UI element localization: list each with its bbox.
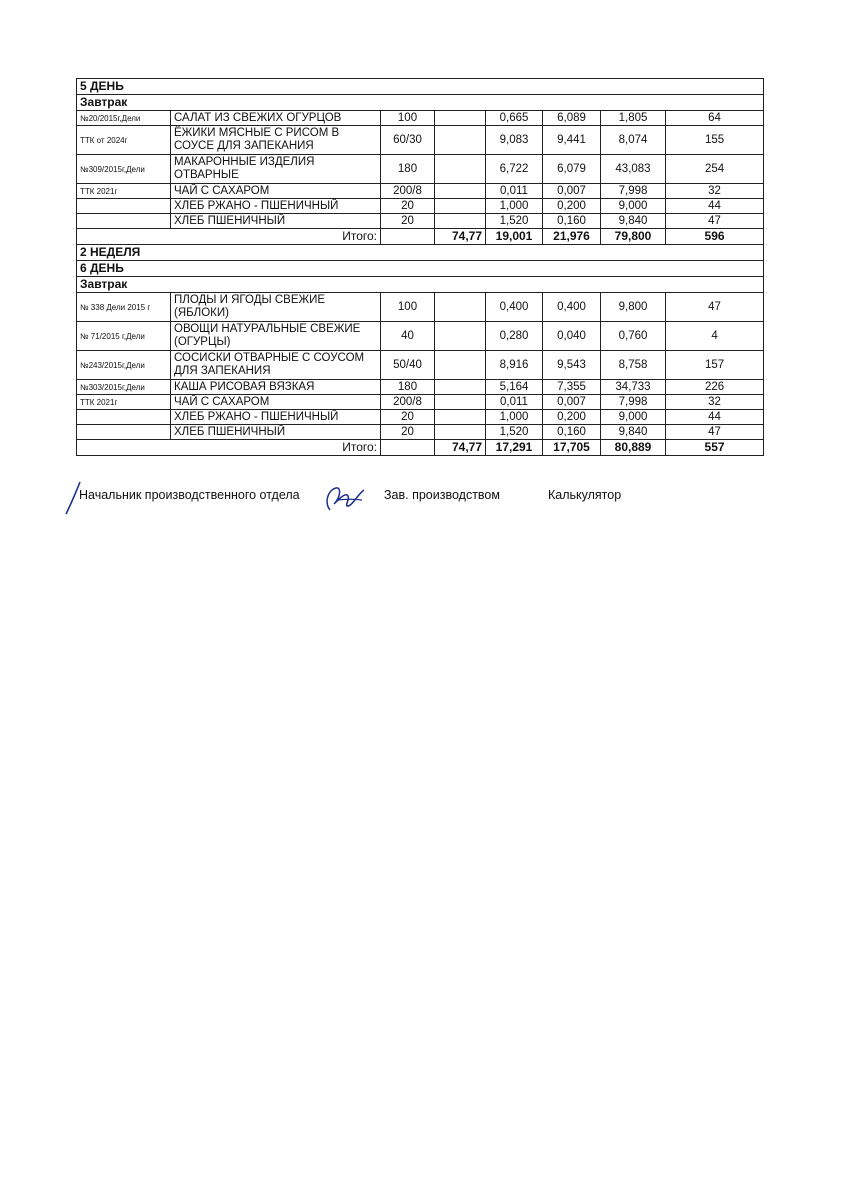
total-label: Итого:: [77, 440, 381, 456]
recipe-code-cell: [77, 214, 171, 229]
day-header-row: [77, 79, 764, 95]
price-cell: [435, 322, 486, 351]
recipe-code-cell: [77, 410, 171, 425]
table-row: [77, 322, 764, 351]
fat-cell: 0,160: [543, 425, 601, 440]
menu-table: [76, 78, 764, 456]
table-row: [77, 199, 764, 214]
table-row: [77, 126, 764, 155]
portion-cell: 200/8: [381, 184, 435, 199]
recipe-code-cell: ТТК 2021г: [77, 184, 171, 199]
total-calories: 596: [666, 229, 764, 245]
total-label: Итого:: [77, 229, 381, 245]
calories-cell: 47: [666, 293, 764, 322]
carbs-cell: 0,760: [601, 322, 666, 351]
recipe-code-cell: №20/2015г,Дели: [77, 111, 171, 126]
fat-cell: 0,040: [543, 322, 601, 351]
day-header: 6 ДЕНЬ: [77, 261, 764, 277]
handwritten-signature-icon: [318, 480, 370, 516]
total-portion-cell: [381, 440, 435, 456]
portion-cell: 20: [381, 199, 435, 214]
total-calories: 557: [666, 440, 764, 456]
fat-cell: 9,543: [543, 351, 601, 380]
price-cell: [435, 111, 486, 126]
calories-cell: 44: [666, 410, 764, 425]
total-carbs: 79,800: [601, 229, 666, 245]
calories-cell: 32: [666, 184, 764, 199]
menu-sheet: [76, 78, 763, 456]
day-header-row: [77, 261, 764, 277]
total-portion-cell: [381, 229, 435, 245]
price-cell: [435, 126, 486, 155]
protein-cell: 1,000: [486, 410, 543, 425]
week-header-row: [77, 245, 764, 261]
recipe-code-cell: №303/2015г,Дели: [77, 380, 171, 395]
portion-cell: 20: [381, 425, 435, 440]
portion-cell: 100: [381, 293, 435, 322]
meal-header-row: [77, 95, 764, 111]
portion-cell: 40: [381, 322, 435, 351]
total-price: 74,77: [435, 229, 486, 245]
dish-name-cell: МАКАРОННЫЕ ИЗДЕЛИЯ ОТВАРНЫЕ: [171, 155, 381, 184]
fat-cell: 0,007: [543, 184, 601, 199]
calculator-label: Калькулятор: [548, 488, 622, 502]
calories-cell: 44: [666, 199, 764, 214]
total-protein: 17,291: [486, 440, 543, 456]
price-cell: [435, 410, 486, 425]
carbs-cell: 9,840: [601, 214, 666, 229]
fat-cell: 0,007: [543, 395, 601, 410]
carbs-cell: 9,000: [601, 410, 666, 425]
price-cell: [435, 199, 486, 214]
signature-block: [70, 484, 770, 524]
protein-cell: 8,916: [486, 351, 543, 380]
portion-cell: 180: [381, 155, 435, 184]
dish-name-cell: СОСИСКИ ОТВАРНЫЕ С СОУСОМ ДЛЯ ЗАПЕКАНИЯ: [171, 351, 381, 380]
recipe-code-cell: ТТК 2021г: [77, 395, 171, 410]
price-cell: [435, 155, 486, 184]
head-of-department-label: Начальник производственного отдела: [79, 488, 300, 502]
dish-name-cell: САЛАТ ИЗ СВЕЖИХ ОГУРЦОВ: [171, 111, 381, 126]
calories-cell: 47: [666, 425, 764, 440]
carbs-cell: 9,840: [601, 425, 666, 440]
dish-name-cell: ЧАЙ С САХАРОМ: [171, 395, 381, 410]
dish-name-cell: ЧАЙ С САХАРОМ: [171, 184, 381, 199]
dish-name-cell: ХЛЕБ РЖАНО - ПШЕНИЧНЫЙ: [171, 410, 381, 425]
fat-cell: 0,400: [543, 293, 601, 322]
table-row: [77, 395, 764, 410]
protein-cell: 1,520: [486, 425, 543, 440]
calories-cell: 4: [666, 322, 764, 351]
carbs-cell: 1,805: [601, 111, 666, 126]
table-row: [77, 380, 764, 395]
recipe-code-cell: №243/2015г,Дели: [77, 351, 171, 380]
table-row: [77, 293, 764, 322]
total-row: [77, 229, 764, 245]
calories-cell: 226: [666, 380, 764, 395]
carbs-cell: 34,733: [601, 380, 666, 395]
dish-name-cell: ХЛЕБ РЖАНО - ПШЕНИЧНЫЙ: [171, 199, 381, 214]
protein-cell: 6,722: [486, 155, 543, 184]
price-cell: [435, 351, 486, 380]
week-header: 2 НЕДЕЛЯ: [77, 245, 764, 261]
calories-cell: 157: [666, 351, 764, 380]
table-row: [77, 155, 764, 184]
recipe-code-cell: № 338 Дели 2015 г: [77, 293, 171, 322]
table-row: [77, 425, 764, 440]
price-cell: [435, 425, 486, 440]
carbs-cell: 7,998: [601, 184, 666, 199]
carbs-cell: 9,000: [601, 199, 666, 214]
carbs-cell: 43,083: [601, 155, 666, 184]
portion-cell: 180: [381, 380, 435, 395]
dish-name-cell: ХЛЕБ ПШЕНИЧНЫЙ: [171, 214, 381, 229]
portion-cell: 100: [381, 111, 435, 126]
calories-cell: 64: [666, 111, 764, 126]
total-row: [77, 440, 764, 456]
table-row: [77, 184, 764, 199]
recipe-code-cell: №309/2015г,Дели: [77, 155, 171, 184]
calories-cell: 32: [666, 395, 764, 410]
recipe-code-cell: № 71/2015 г,Дели: [77, 322, 171, 351]
protein-cell: 0,665: [486, 111, 543, 126]
protein-cell: 0,011: [486, 395, 543, 410]
portion-cell: 60/30: [381, 126, 435, 155]
carbs-cell: 7,998: [601, 395, 666, 410]
fat-cell: 0,200: [543, 199, 601, 214]
recipe-code-cell: ТТК от 2024г: [77, 126, 171, 155]
table-row: [77, 351, 764, 380]
calories-cell: 155: [666, 126, 764, 155]
recipe-code-cell: [77, 425, 171, 440]
protein-cell: 1,000: [486, 199, 543, 214]
calories-cell: 47: [666, 214, 764, 229]
calories-cell: 254: [666, 155, 764, 184]
fat-cell: 7,355: [543, 380, 601, 395]
portion-cell: 50/40: [381, 351, 435, 380]
price-cell: [435, 380, 486, 395]
protein-cell: 1,520: [486, 214, 543, 229]
carbs-cell: 8,074: [601, 126, 666, 155]
dish-name-cell: ПЛОДЫ И ЯГОДЫ СВЕЖИЕ (ЯБЛОКИ): [171, 293, 381, 322]
protein-cell: 0,400: [486, 293, 543, 322]
table-row: [77, 410, 764, 425]
dish-name-cell: КАША РИСОВАЯ ВЯЗКАЯ: [171, 380, 381, 395]
total-carbs: 80,889: [601, 440, 666, 456]
dish-name-cell: ХЛЕБ ПШЕНИЧНЫЙ: [171, 425, 381, 440]
protein-cell: 0,280: [486, 322, 543, 351]
fat-cell: 6,089: [543, 111, 601, 126]
fat-cell: 0,200: [543, 410, 601, 425]
protein-cell: 5,164: [486, 380, 543, 395]
day-header: 5 ДЕНЬ: [77, 79, 764, 95]
meal-header: Завтрак: [77, 277, 764, 293]
price-cell: [435, 293, 486, 322]
total-price: 74,77: [435, 440, 486, 456]
total-fat: 17,705: [543, 440, 601, 456]
fat-cell: 6,079: [543, 155, 601, 184]
portion-cell: 200/8: [381, 395, 435, 410]
carbs-cell: 8,758: [601, 351, 666, 380]
price-cell: [435, 395, 486, 410]
meal-header: Завтрак: [77, 95, 764, 111]
fat-cell: 9,441: [543, 126, 601, 155]
total-fat: 21,976: [543, 229, 601, 245]
dish-name-cell: ЁЖИКИ МЯСНЫЕ С РИСОМ В СОУСЕ ДЛЯ ЗАПЕКАНИЯ: [171, 126, 381, 155]
production-manager-label: Зав. производством: [384, 488, 500, 502]
price-cell: [435, 214, 486, 229]
fat-cell: 0,160: [543, 214, 601, 229]
protein-cell: 0,011: [486, 184, 543, 199]
meal-header-row: [77, 277, 764, 293]
portion-cell: 20: [381, 214, 435, 229]
carbs-cell: 9,800: [601, 293, 666, 322]
table-row: [77, 214, 764, 229]
protein-cell: 9,083: [486, 126, 543, 155]
table-row: [77, 111, 764, 126]
price-cell: [435, 184, 486, 199]
recipe-code-cell: [77, 199, 171, 214]
total-protein: 19,001: [486, 229, 543, 245]
portion-cell: 20: [381, 410, 435, 425]
dish-name-cell: ОВОЩИ НАТУРАЛЬНЫЕ СВЕЖИЕ (ОГУРЦЫ): [171, 322, 381, 351]
